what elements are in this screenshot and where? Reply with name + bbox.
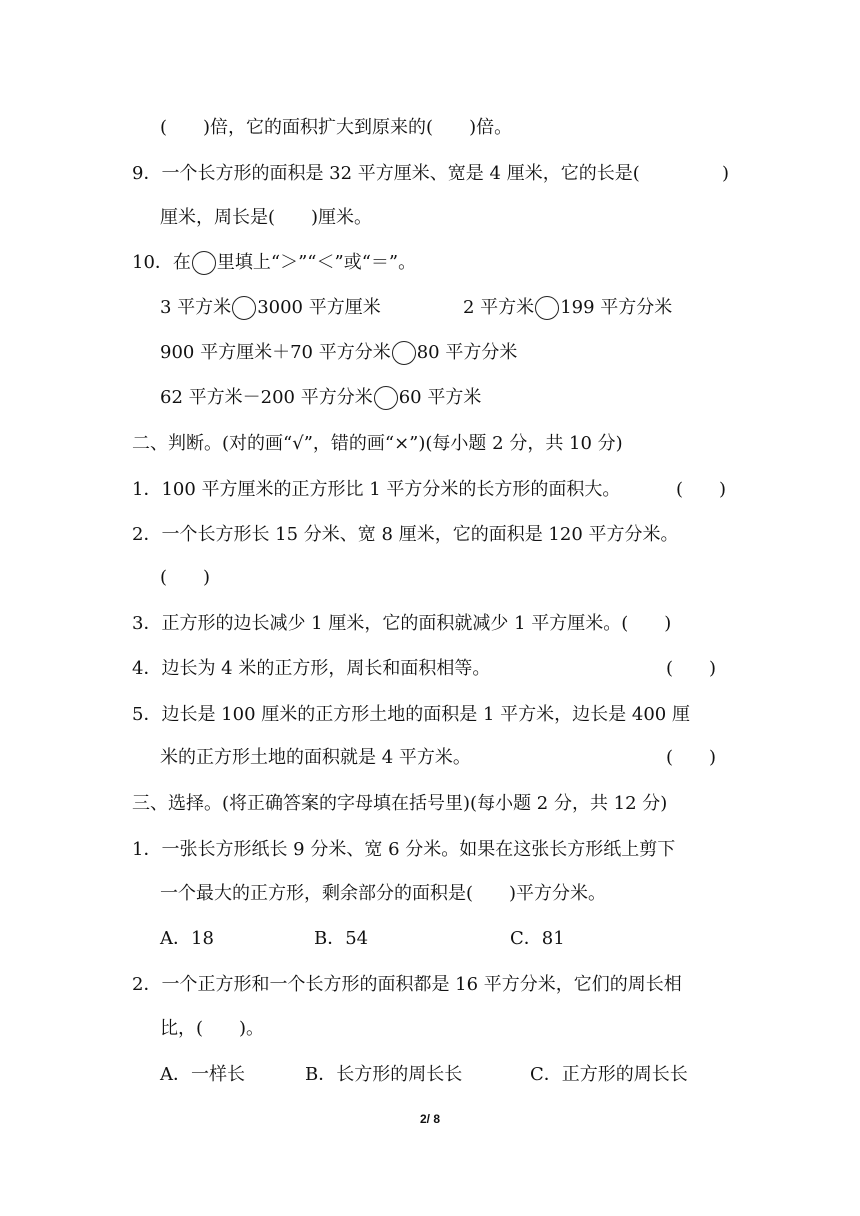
- compare-item-1: [160, 296, 381, 320]
- choice-1-line-1: 1．一张长方形纸长 9 分米、宽 6 分米。如果在这张长方形纸上剪下: [132, 839, 676, 860]
- answer-circle: [192, 251, 216, 275]
- option-b: B．54: [314, 928, 369, 949]
- choice-1-line-2: 一个最大的正方形，剩余部分的面积是( )平方分米。: [160, 883, 607, 904]
- answer-circle: [232, 296, 256, 320]
- answer-circle: [392, 341, 416, 365]
- q10-prefix: 10．在: [132, 252, 191, 273]
- compare-left: 62 平方米－200 平方分米: [160, 387, 373, 408]
- compare-item-2: [463, 296, 672, 320]
- compare-left: 3 平方米: [160, 297, 232, 318]
- option-a: A．一样长: [160, 1064, 245, 1085]
- option-b: B．长方形的周长长: [305, 1064, 463, 1085]
- judge-5-line-1: 5．边长是 100 厘米的正方形土地的面积是 1 平方米，边长是 400 厘: [132, 704, 690, 725]
- judge-1: 1．100 平方厘米的正方形比 1 平方分米的长方形的面积大。: [132, 479, 621, 500]
- compare-left: 2 平方米: [463, 297, 535, 318]
- answer-circle: [374, 386, 398, 410]
- judge-5-line-2: 米的正方形土地的面积就是 4 平方米。: [160, 747, 471, 768]
- option-a: A．18: [160, 928, 214, 949]
- judge-2: 2．一个长方形长 15 分米、宽 8 厘米，它的面积是 120 平方分米。: [132, 524, 679, 545]
- answer-bracket: ( ): [666, 747, 717, 768]
- compare-right: 60 平方米: [398, 387, 482, 408]
- choice-2-line-2: 比，( )。: [160, 1018, 265, 1039]
- question-9-line-1: 9．一个长方形的面积是 32 平方厘米、宽是 4 厘米，它的长是(: [132, 163, 640, 184]
- compare-left: 900 平方厘米＋70 平方分米: [160, 342, 391, 363]
- answer-bracket-end: ): [722, 163, 730, 184]
- answer-circle: [535, 296, 559, 320]
- question-10-line: [132, 251, 416, 275]
- judge-4: 4．边长为 4 米的正方形，周长和面积相等。: [132, 658, 491, 679]
- option-c: C．81: [510, 928, 565, 949]
- option-c: C．正方形的周长长: [530, 1064, 688, 1085]
- text-line: ( )倍，它的面积扩大到原来的( )倍。: [160, 117, 513, 138]
- page-number: 2/ 8: [419, 1112, 440, 1126]
- q10-suffix: 里填上“＞”“＜”或“＝”。: [216, 252, 417, 273]
- compare-right: 3000 平方厘米: [257, 297, 381, 318]
- compare-item-3: [160, 341, 517, 365]
- section-3-heading: 三、选择。(将正确答案的字母填在括号里)(每小题 2 分，共 12 分): [132, 793, 668, 814]
- compare-right: 199 平方分米: [560, 297, 673, 318]
- compare-item-4: [160, 386, 481, 410]
- section-2-heading: 二、判断。(对的画“√”，错的画“×”)(每小题 2 分，共 10 分): [132, 433, 623, 454]
- answer-bracket: ( ): [160, 567, 211, 588]
- answer-bracket: ( ): [676, 479, 727, 500]
- choice-2-line-1: 2．一个正方形和一个长方形的面积都是 16 平方分米，它们的周长相: [132, 974, 682, 995]
- answer-bracket: ( ): [666, 658, 717, 679]
- question-9-line-2: 厘米，周长是( )厘米。: [160, 207, 373, 228]
- compare-right: 80 平方分米: [416, 342, 518, 363]
- judge-3: 3．正方形的边长减少 1 厘米，它的面积就减少 1 平方厘米。( ): [132, 613, 672, 634]
